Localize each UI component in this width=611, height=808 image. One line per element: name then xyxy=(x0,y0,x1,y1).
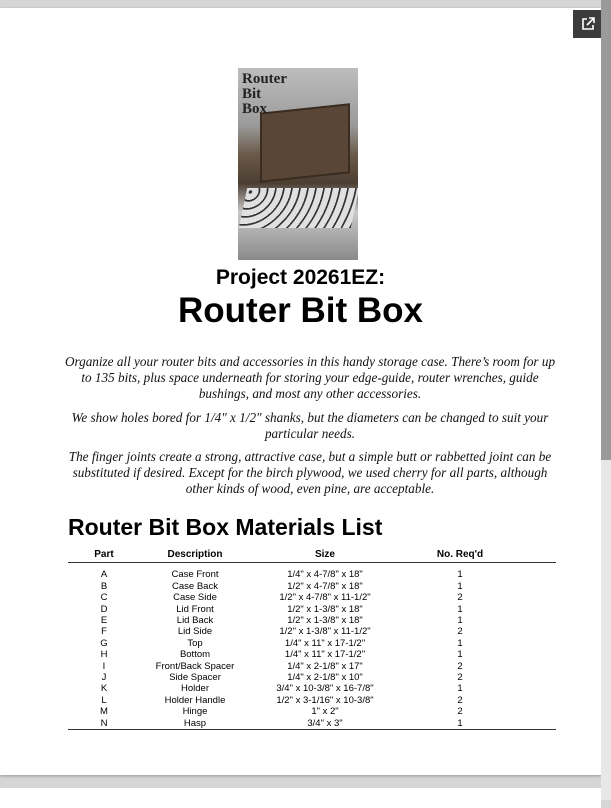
size-cell: 1/2" x 1-3/8" x 18" xyxy=(287,615,363,627)
photo-lettering: Router Bit Box xyxy=(242,71,287,117)
description-cell: Holder xyxy=(181,683,209,695)
table-row xyxy=(68,638,556,649)
scrollbar[interactable] xyxy=(601,0,611,800)
table-row xyxy=(68,683,556,694)
description-cell: Hasp xyxy=(183,717,207,729)
router-bit-box-photo xyxy=(238,68,358,260)
col-spacer xyxy=(520,549,556,563)
table-row xyxy=(68,563,556,581)
materials-table xyxy=(68,549,556,730)
qty-cell: 2 xyxy=(457,660,463,672)
part-cell: I xyxy=(102,660,106,672)
qty-cell: 1 xyxy=(457,569,463,581)
qty-cell: 1 xyxy=(457,615,463,627)
part-cell: N xyxy=(100,717,108,729)
open-in-new-window-button[interactable] xyxy=(573,10,602,38)
qty-cell: 2 xyxy=(457,592,463,604)
size-cell: 1/4" x 11" x 17-1/2" xyxy=(284,649,366,661)
size-cell: 1/4" x 2-1/8" x 17" xyxy=(287,660,363,672)
qty-cell: 2 xyxy=(457,694,463,706)
description-cell: Bottom xyxy=(179,649,211,661)
description-cell: Case Front xyxy=(171,569,219,581)
table-row xyxy=(68,615,556,626)
col-description: Description xyxy=(140,549,250,563)
size-cell: 1/2" x 4-7/8" x 18" xyxy=(287,580,363,592)
table-row xyxy=(68,592,556,603)
part-cell: H xyxy=(100,649,108,661)
size-cell: 1/2" x 4-7/8" x 11-1/2" xyxy=(279,592,371,604)
col-size: Size xyxy=(250,549,400,563)
qty-cell: 2 xyxy=(457,706,463,718)
description-cell: Lid Front xyxy=(176,603,214,615)
joinery-paragraph: The finger joints create a strong, attractive case, but a simple butt or rabbetted joint can be substituted if desired. Except for the birch plywood, we used cherry for all parts, although other kinds of wood, even pine, are acceptable. xyxy=(68,449,552,496)
intro-paragraph: Organize all your router bits and accessories in this handy storage case. There’s room for up to 135 bits, plus space underneath for storing your edge-guide, router wrenches, guide bushings, and most any other accessories. xyxy=(64,354,556,401)
table-row xyxy=(68,604,556,615)
next-page xyxy=(0,788,601,808)
table-row xyxy=(68,661,556,672)
description-cell: Front/Back Spacer xyxy=(155,660,235,672)
part-cell: J xyxy=(101,672,107,684)
table-row xyxy=(68,718,556,730)
scrollbar-thumb[interactable] xyxy=(601,0,611,460)
col-part: Part xyxy=(68,549,140,563)
size-cell: 3/4" x 10-3/8" x 16-7/8" xyxy=(276,683,374,695)
description-cell: Lid Side xyxy=(177,626,213,638)
qty-cell: 1 xyxy=(457,603,463,615)
qty-cell: 1 xyxy=(457,717,463,729)
size-cell: 1/4" x 11" x 17-1/2" xyxy=(284,637,366,649)
qty-cell: 1 xyxy=(457,580,463,592)
description-cell: Case Back xyxy=(172,580,218,592)
col-qty: No. Req'd xyxy=(400,549,520,563)
part-cell: C xyxy=(100,592,108,604)
part-cell: B xyxy=(100,580,108,592)
table-row xyxy=(68,672,556,683)
page-title: Router Bit Box xyxy=(178,291,423,330)
part-cell: L xyxy=(101,694,107,706)
description-cell: Case Side xyxy=(173,592,217,604)
part-cell: K xyxy=(100,683,108,695)
table-row xyxy=(68,695,556,706)
part-cell: E xyxy=(100,615,108,627)
size-cell: 1/4" x 2-1/8" x 10" xyxy=(287,672,363,684)
part-cell: G xyxy=(100,637,108,649)
external-link-icon xyxy=(581,17,595,31)
qty-cell: 1 xyxy=(457,637,463,649)
qty-cell: 2 xyxy=(457,626,463,638)
project-number: Project 20261EZ: xyxy=(215,266,386,289)
part-cell: A xyxy=(100,569,108,581)
part-cell: M xyxy=(100,706,108,718)
description-cell: Hinge xyxy=(182,706,208,718)
description-cell: Lid Back xyxy=(176,615,214,627)
description-cell: Top xyxy=(187,637,203,649)
document-page xyxy=(0,8,601,775)
description-cell: Holder Handle xyxy=(164,694,226,706)
description-cell: Side Spacer xyxy=(169,672,221,684)
table-row xyxy=(68,581,556,592)
bit-holder-illustration xyxy=(239,188,358,228)
qty-cell: 2 xyxy=(457,672,463,684)
table-row xyxy=(68,626,556,637)
size-cell: 3/4" x 3" xyxy=(307,717,343,729)
size-cell: 1/4" x 4-7/8" x 18" xyxy=(287,569,363,581)
part-cell: F xyxy=(101,626,107,638)
size-cell: 1/2" x 1-3/8" x 11-1/2" xyxy=(279,626,371,638)
size-cell: 1/2" x 3-1/16" x 10-3/8" xyxy=(276,694,374,706)
qty-cell: 1 xyxy=(457,683,463,695)
table-row xyxy=(68,649,556,660)
materials-heading: Router Bit Box Materials List xyxy=(68,514,383,540)
size-cell: 1" x 2" xyxy=(311,706,339,718)
qty-cell: 1 xyxy=(457,649,463,661)
size-cell: 1/2" x 1-3/8" x 18" xyxy=(287,603,363,615)
part-cell: D xyxy=(100,603,108,615)
shank-paragraph: We show holes bored for 1/4" x 1/2" shanks, but the diameters can be changed to suit your particular needs. xyxy=(71,410,549,441)
table-row xyxy=(68,706,556,717)
